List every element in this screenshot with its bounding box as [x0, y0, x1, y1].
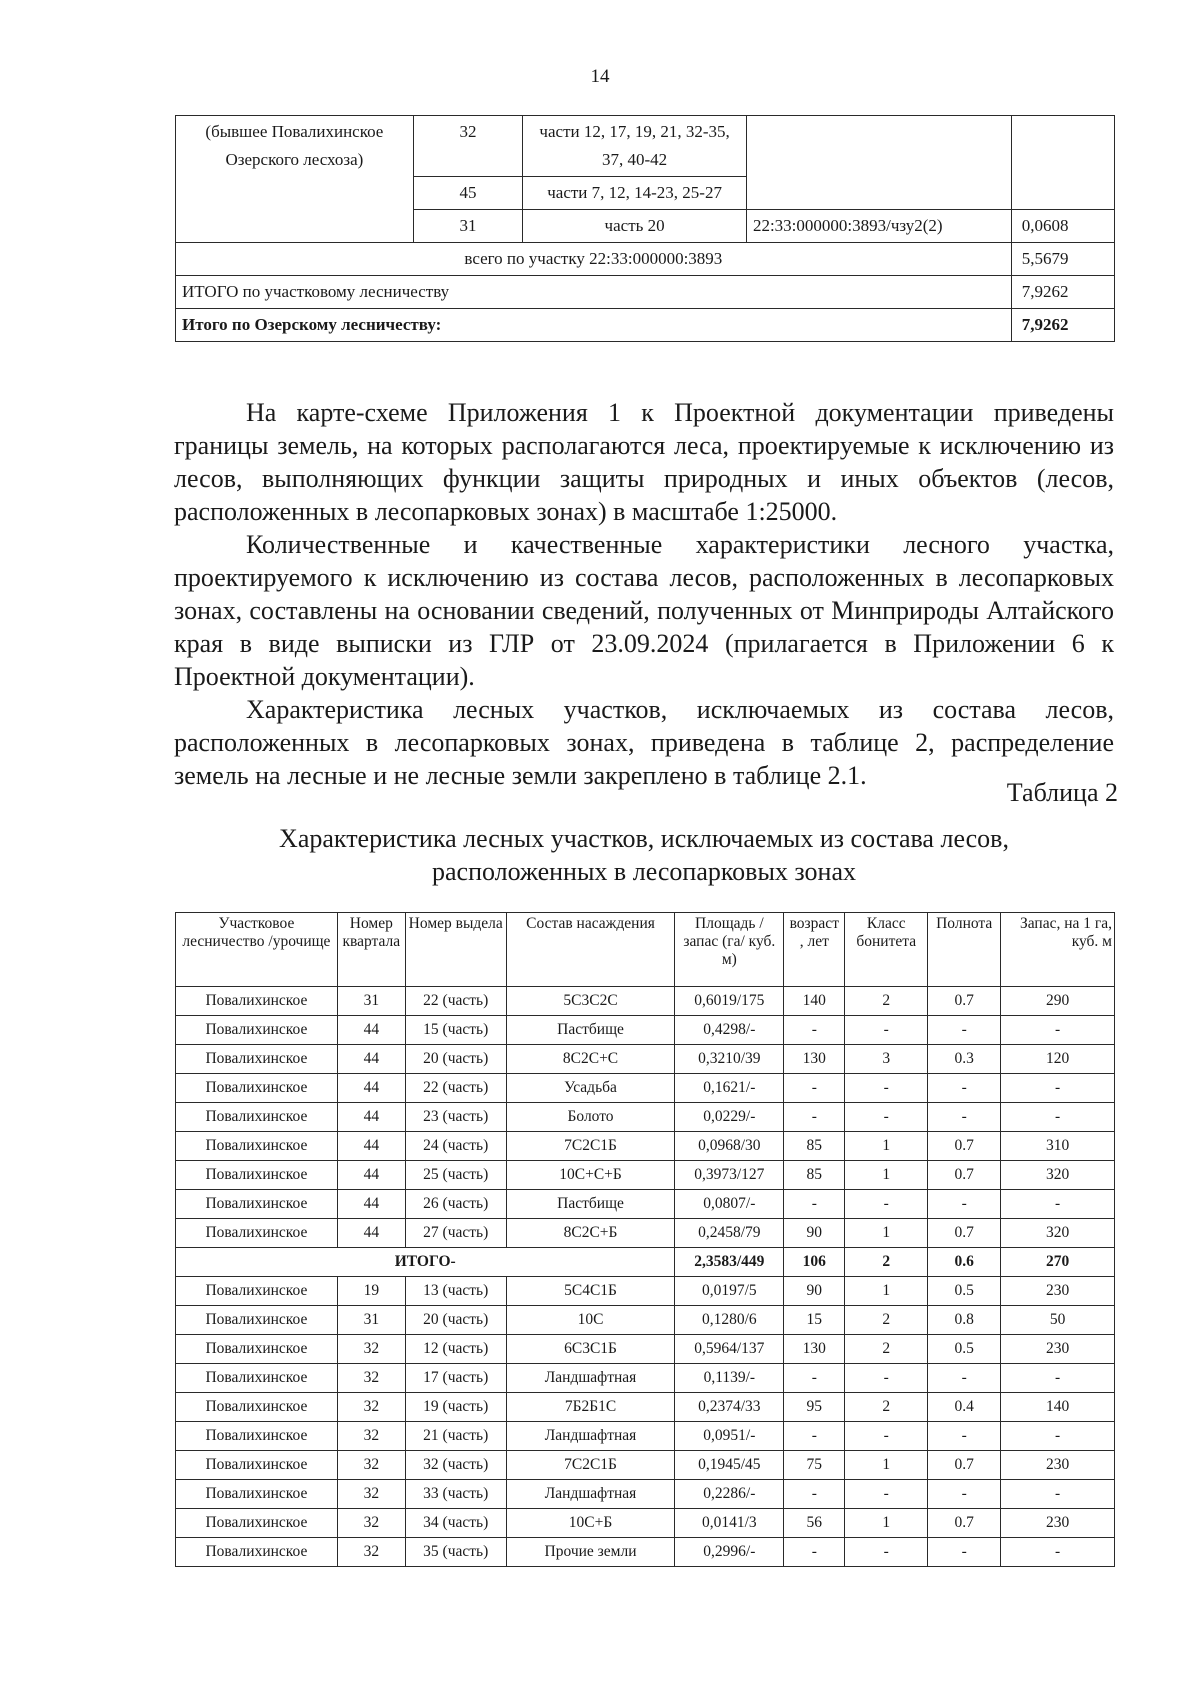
total-area: 2,3583/449: [675, 1248, 784, 1277]
table-cell: 0,3973/127: [675, 1161, 784, 1190]
table-cell: Повалихинское: [176, 1422, 338, 1451]
table-cell: 44: [337, 1045, 405, 1074]
total-label: ИТОГО по участковому лесничеству: [176, 276, 1012, 309]
table-cell: 31: [337, 1306, 405, 1335]
table-cell: -: [928, 1074, 1001, 1103]
table-cell: 0.5: [928, 1335, 1001, 1364]
former-name-line: (бывшее Повалихинское: [205, 122, 384, 141]
cadastral-cell: 22:33:000000:3893/чзу2(2): [746, 210, 1011, 243]
table-row: [176, 1538, 1115, 1567]
table-cell: 8С2С+Б: [506, 1219, 675, 1248]
table-cell: 44: [337, 1132, 405, 1161]
table-cell: 15: [784, 1306, 845, 1335]
table-cell: 25 (часть): [405, 1161, 506, 1190]
table-row: [176, 1190, 1115, 1219]
table-cell: 20 (часть): [405, 1045, 506, 1074]
table-cell: -: [928, 1103, 1001, 1132]
table-total: [176, 1248, 1115, 1277]
table-cell: Повалихинское: [176, 1451, 338, 1480]
continuation-table: [175, 115, 1115, 342]
table-cell: 21 (часть): [405, 1422, 506, 1451]
table-cell: 130: [784, 1045, 845, 1074]
table-cell: 6С3С1Б: [506, 1335, 675, 1364]
column-header: Номер выдела: [405, 913, 506, 987]
table-cell: -: [845, 1016, 928, 1045]
table-cell: Повалихинское: [176, 1190, 338, 1219]
table-cell: 19: [337, 1277, 405, 1306]
table-cell: 22 (часть): [405, 1074, 506, 1103]
table-cell: -: [784, 1364, 845, 1393]
grand-total-label: Итого по Озерскому лесничеству:: [176, 309, 1012, 342]
table-cell: 8С2С+С: [506, 1045, 675, 1074]
column-header: Полнота: [928, 913, 1001, 987]
table-cell: -: [1001, 1103, 1115, 1132]
table-cell: -: [1001, 1480, 1115, 1509]
total-polnota: 0.6: [928, 1248, 1001, 1277]
table-cell: -: [784, 1422, 845, 1451]
table-cell: 10С+С+Б: [506, 1161, 675, 1190]
table-row: [176, 987, 1115, 1016]
cadastral-cell: [746, 116, 1011, 210]
table-cell: 230: [1001, 1509, 1115, 1538]
table-body-a: [176, 987, 1115, 1248]
table-cell: 32: [337, 1538, 405, 1567]
table-cell: -: [784, 1480, 845, 1509]
table-cell: -: [1001, 1074, 1115, 1103]
table-cell: Повалихинское: [176, 1393, 338, 1422]
table-cell: 19 (часть): [405, 1393, 506, 1422]
table-cell: -: [845, 1538, 928, 1567]
table-row: [176, 1161, 1115, 1190]
table-cell: 2: [845, 1393, 928, 1422]
table-body-b: [176, 1277, 1115, 1567]
vydel-cell: часть 20: [523, 210, 747, 243]
table-cell: 0.7: [928, 1451, 1001, 1480]
table-cell: -: [928, 1422, 1001, 1451]
subtotal-label: всего по участку 22:33:000000:3893: [176, 243, 1012, 276]
subtotal-row: [176, 243, 1115, 276]
table-cell: 44: [337, 1219, 405, 1248]
table-cell: 310: [1001, 1132, 1115, 1161]
table-cell: 0,3210/39: [675, 1045, 784, 1074]
table-cell: 15 (часть): [405, 1016, 506, 1045]
table-cell: -: [928, 1480, 1001, 1509]
table-cell: 2: [845, 1335, 928, 1364]
table-cell: Повалихинское: [176, 1306, 338, 1335]
table-cell: 0,0229/-: [675, 1103, 784, 1132]
forest-plots-table: [175, 912, 1115, 1567]
kvartal-cell: 31: [413, 210, 522, 243]
table-row: [176, 1451, 1115, 1480]
vydel-cell: части 7, 12, 14-23, 25-27: [523, 177, 747, 210]
table-cell: 130: [784, 1335, 845, 1364]
table-cell: Повалихинское: [176, 1074, 338, 1103]
total-label: ИТОГО-: [176, 1248, 675, 1277]
table-row: [176, 1509, 1115, 1538]
table-cell: Повалихинское: [176, 1277, 338, 1306]
table-row: [176, 1364, 1115, 1393]
table-cell: Повалихинское: [176, 1509, 338, 1538]
kvartal-cell: 45: [413, 177, 522, 210]
table-cell: 10С+Б: [506, 1509, 675, 1538]
table-cell: Пастбище: [506, 1016, 675, 1045]
table-cell: 0,0807/-: [675, 1190, 784, 1219]
area-cell: [1011, 116, 1114, 210]
table-cell: 120: [1001, 1045, 1115, 1074]
table-cell: -: [928, 1190, 1001, 1219]
table-cell: 1: [845, 1132, 928, 1161]
table-cell: 0,1621/-: [675, 1074, 784, 1103]
table-cell: -: [784, 1074, 845, 1103]
table-cell: 140: [784, 987, 845, 1016]
table-cell: 0,1945/45: [675, 1451, 784, 1480]
table-cell: Повалихинское: [176, 1364, 338, 1393]
column-header: возраст , лет: [784, 913, 845, 987]
table-cell: 0.3: [928, 1045, 1001, 1074]
table-cell: -: [784, 1103, 845, 1132]
body-text: [174, 396, 1114, 792]
table-cell: 32: [337, 1509, 405, 1538]
table-cell: -: [1001, 1016, 1115, 1045]
table-cell: 12 (часть): [405, 1335, 506, 1364]
table-row: [176, 1219, 1115, 1248]
table-cell: -: [845, 1422, 928, 1451]
kvartal-cell: 32: [413, 116, 522, 177]
table-row: [176, 1016, 1115, 1045]
table-cell: 44: [337, 1190, 405, 1219]
table-label: Таблица 2: [1006, 778, 1118, 807]
paragraph: На карте-схеме Приложения 1 к Проектной документации приведены границы земель, на которых располагаются леса, проектируемые к исключению из лесов, выполняющих функции защиты природных и иных объектов (лесов, расположенных в лесопарковых зонах) в масштабе 1:25000.: [174, 398, 1114, 526]
table-row: [176, 1335, 1115, 1364]
table-cell: 32: [337, 1451, 405, 1480]
page-number: 14: [590, 66, 610, 87]
table-cell: Повалихинское: [176, 1132, 338, 1161]
table-cell: 85: [784, 1132, 845, 1161]
table-header-row: [176, 913, 1115, 987]
table-row: [176, 116, 1115, 177]
table-cell: 44: [337, 1016, 405, 1045]
table-cell: 35 (часть): [405, 1538, 506, 1567]
table-cell: 34 (часть): [405, 1509, 506, 1538]
table-title: [174, 822, 1114, 888]
table-cell: -: [845, 1074, 928, 1103]
table-cell: Ландшафтная: [506, 1364, 675, 1393]
table-title-line: Характеристика лесных участков, исключаемых из состава лесов,: [279, 824, 1009, 853]
table-cell: Повалихинское: [176, 1335, 338, 1364]
column-header: Состав насаждения: [506, 913, 675, 987]
table-cell: 23 (часть): [405, 1103, 506, 1132]
table-cell: 0,0141/3: [675, 1509, 784, 1538]
table-cell: 0,2286/-: [675, 1480, 784, 1509]
table-cell: -: [784, 1016, 845, 1045]
total-row: [176, 1248, 1115, 1277]
table-cell: 1: [845, 1509, 928, 1538]
table-cell: 44: [337, 1103, 405, 1132]
table-row: [176, 1306, 1115, 1335]
table-cell: Усадьба: [506, 1074, 675, 1103]
table-cell: -: [1001, 1364, 1115, 1393]
table-cell: 10С: [506, 1306, 675, 1335]
table-cell: 0.7: [928, 1161, 1001, 1190]
total-age: 106: [784, 1248, 845, 1277]
table-cell: 0,2996/-: [675, 1538, 784, 1567]
table-cell: 32: [337, 1364, 405, 1393]
table-cell: Повалихинское: [176, 987, 338, 1016]
table-cell: Ландшафтная: [506, 1422, 675, 1451]
table-cell: 0,1139/-: [675, 1364, 784, 1393]
table-cell: Повалихинское: [176, 1538, 338, 1567]
column-header: Площадь / запас (га/ куб. м): [675, 913, 784, 987]
table-cell: 5С3С2С: [506, 987, 675, 1016]
table-cell: 27 (часть): [405, 1219, 506, 1248]
table-cell: 50: [1001, 1306, 1115, 1335]
table-cell: 1: [845, 1219, 928, 1248]
table-cell: Ландшафтная: [506, 1480, 675, 1509]
table-cell: 0,5964/137: [675, 1335, 784, 1364]
table-cell: 32: [337, 1480, 405, 1509]
table-cell: 44: [337, 1161, 405, 1190]
table-cell: Повалихинское: [176, 1103, 338, 1132]
table-cell: 75: [784, 1451, 845, 1480]
table-cell: 2: [845, 987, 928, 1016]
table-cell: 1: [845, 1277, 928, 1306]
table-cell: 26 (часть): [405, 1190, 506, 1219]
table-cell: 7Б2Б1С: [506, 1393, 675, 1422]
table-cell: 95: [784, 1393, 845, 1422]
table-cell: 290: [1001, 987, 1115, 1016]
column-header: Класс бонитета: [845, 913, 928, 987]
table-cell: Повалихинское: [176, 1219, 338, 1248]
table-cell: 32 (часть): [405, 1451, 506, 1480]
column-header: Номер квартала: [337, 913, 405, 987]
table-cell: 90: [784, 1277, 845, 1306]
table-cell: 230: [1001, 1335, 1115, 1364]
table-cell: 31: [337, 987, 405, 1016]
former-forestry-cell: [176, 116, 414, 243]
table-cell: 0.5: [928, 1277, 1001, 1306]
table-cell: 0.7: [928, 1509, 1001, 1538]
column-header: Запас, на 1 га, куб. м: [1001, 913, 1115, 987]
table-row: [176, 1422, 1115, 1451]
table-cell: 0.8: [928, 1306, 1001, 1335]
table-cell: 0,2374/33: [675, 1393, 784, 1422]
table-cell: 13 (часть): [405, 1277, 506, 1306]
table-cell: 90: [784, 1219, 845, 1248]
table-cell: Болото: [506, 1103, 675, 1132]
table-cell: -: [1001, 1190, 1115, 1219]
table-cell: 230: [1001, 1451, 1115, 1480]
table-cell: -: [784, 1538, 845, 1567]
table-cell: 0,1280/6: [675, 1306, 784, 1335]
table-cell: -: [845, 1190, 928, 1219]
vydel-cell: части 12, 17, 19, 21, 32-35, 37, 40-42: [523, 116, 747, 177]
table-row: [176, 1480, 1115, 1509]
former-name-line: Озерского лесхоза): [225, 150, 364, 169]
table-cell: 33 (часть): [405, 1480, 506, 1509]
table-cell: 0.7: [928, 987, 1001, 1016]
table-cell: 32: [337, 1393, 405, 1422]
table-cell: 32: [337, 1422, 405, 1451]
paragraph: Характеристика лесных участков, исключаемых из состава лесов, расположенных в лесопарковых зонах, приведена в таблице 2, распределение земель на лесные и не лесные земли закреплено в таблице 2.1.: [174, 695, 1114, 790]
table-cell: -: [845, 1364, 928, 1393]
table-row: [176, 1277, 1115, 1306]
table-cell: -: [1001, 1422, 1115, 1451]
table-cell: Повалихинское: [176, 1480, 338, 1509]
table-cell: 0,2458/79: [675, 1219, 784, 1248]
table-cell: 1: [845, 1161, 928, 1190]
table-cell: 5С4С1Б: [506, 1277, 675, 1306]
table-row: [176, 1132, 1115, 1161]
total-value: 7,9262: [1011, 276, 1114, 309]
subtotal-value: 5,5679: [1011, 243, 1114, 276]
total-bonitet: 2: [845, 1248, 928, 1277]
table-cell: -: [928, 1016, 1001, 1045]
grand-total-value: 7,9262: [1011, 309, 1114, 342]
table-cell: 7С2С1Б: [506, 1132, 675, 1161]
table-cell: Повалихинское: [176, 1161, 338, 1190]
table-cell: 17 (часть): [405, 1364, 506, 1393]
table-cell: Прочие земли: [506, 1538, 675, 1567]
grand-total-row: [176, 309, 1115, 342]
table-cell: 20 (часть): [405, 1306, 506, 1335]
table-row: [176, 1103, 1115, 1132]
table-cell: 320: [1001, 1161, 1115, 1190]
table-cell: 85: [784, 1161, 845, 1190]
table-title-line: расположенных в лесопарковых зонах: [432, 857, 856, 886]
area-cell: 0,0608: [1011, 210, 1114, 243]
table-cell: -: [928, 1538, 1001, 1567]
table-row: [176, 1393, 1115, 1422]
table-cell: 0.4: [928, 1393, 1001, 1422]
table-cell: 140: [1001, 1393, 1115, 1422]
table-cell: 32: [337, 1335, 405, 1364]
table-cell: 230: [1001, 1277, 1115, 1306]
table-cell: 44: [337, 1074, 405, 1103]
table-cell: 7С2С1Б: [506, 1451, 675, 1480]
table-cell: Повалихинское: [176, 1016, 338, 1045]
table-cell: 0,0197/5: [675, 1277, 784, 1306]
table-cell: 2: [845, 1306, 928, 1335]
table-cell: Повалихинское: [176, 1045, 338, 1074]
table-cell: -: [1001, 1538, 1115, 1567]
table-cell: 0,4298/-: [675, 1016, 784, 1045]
table-row: [176, 1045, 1115, 1074]
table-cell: -: [845, 1103, 928, 1132]
table-cell: 56: [784, 1509, 845, 1538]
table-cell: Пастбище: [506, 1190, 675, 1219]
table-cell: 1: [845, 1451, 928, 1480]
table-cell: -: [845, 1480, 928, 1509]
column-header: Участковое лесничество /урочище: [176, 913, 338, 987]
table-cell: 22 (часть): [405, 987, 506, 1016]
table-cell: 320: [1001, 1219, 1115, 1248]
table-cell: 0,0951/-: [675, 1422, 784, 1451]
paragraph: Количественные и качественные характеристики лесного участка, проектируемого к исключению из состава лесов, расположенных в лесопарковых зонах, составлены на основании сведений, полученных от Минприроды Алтайского края в виде выписки из ГЛР от 23.09.2024 (прилагается в Приложении 6 к Проектной документации).: [174, 530, 1114, 691]
total-zapas: 270: [1001, 1248, 1115, 1277]
table-cell: 0.7: [928, 1132, 1001, 1161]
table-cell: 0,6019/175: [675, 987, 784, 1016]
table-cell: 3: [845, 1045, 928, 1074]
table-row: [176, 1074, 1115, 1103]
table-cell: 0.7: [928, 1219, 1001, 1248]
total-row: [176, 276, 1115, 309]
table-cell: -: [784, 1190, 845, 1219]
table-cell: 24 (часть): [405, 1132, 506, 1161]
table-cell: -: [928, 1364, 1001, 1393]
table-cell: 0,0968/30: [675, 1132, 784, 1161]
